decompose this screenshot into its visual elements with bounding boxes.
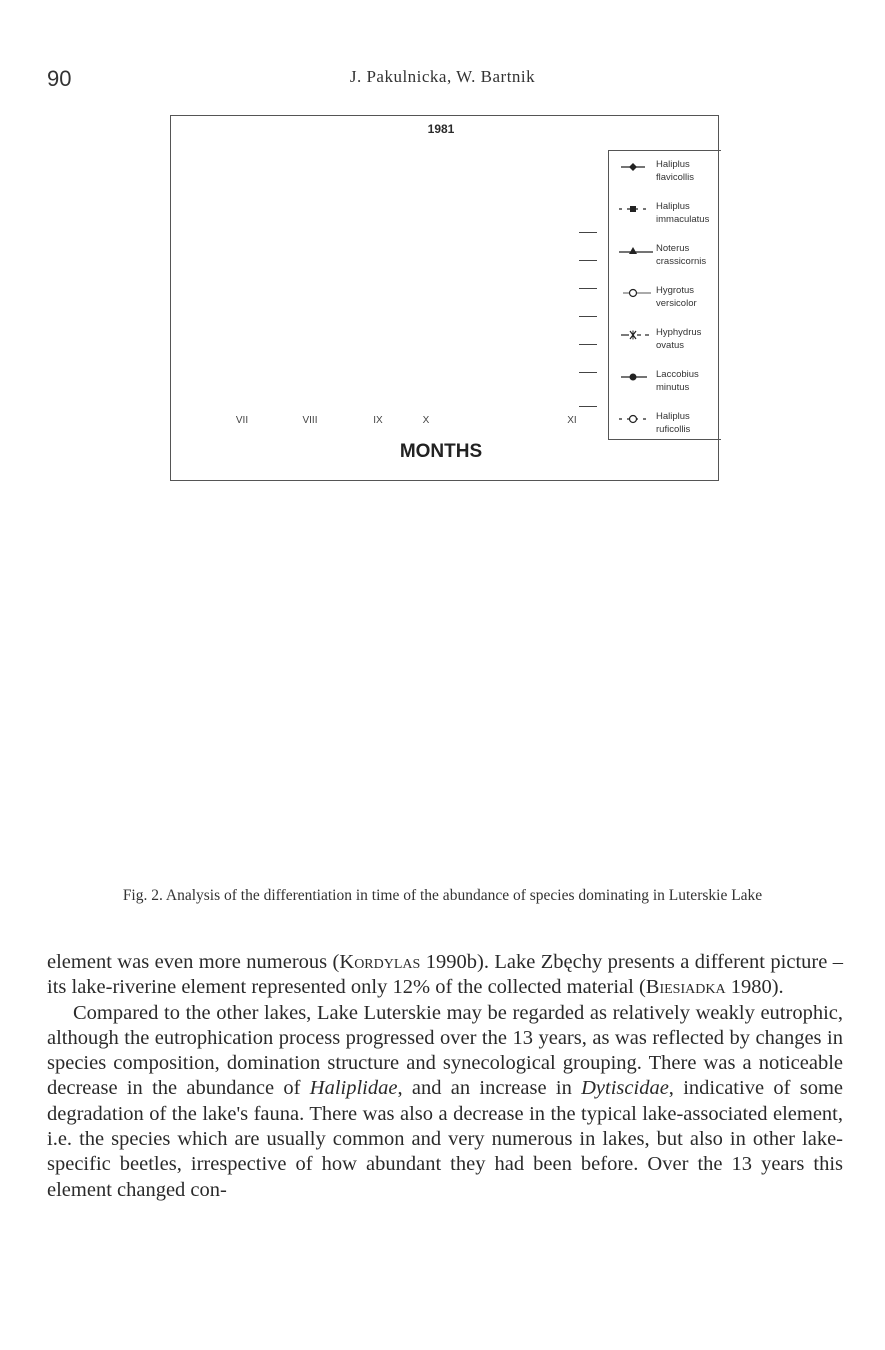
y-axis-tick xyxy=(579,260,597,261)
y-axis-tick xyxy=(579,232,597,233)
paragraph: element was even more numerous (Kordylas 1990b). Lake Zbęchy presents a different picture – its lake-riverine element represented only 12% of the collected material (Biesiadka 1980). xyxy=(47,951,843,999)
legend-item xyxy=(615,369,725,403)
legend-label: ovatus xyxy=(656,339,684,351)
legend-label: Noterus xyxy=(656,243,690,254)
legend-item xyxy=(615,243,725,277)
chart-panel xyxy=(170,115,719,481)
legend-item xyxy=(615,201,725,235)
legend-label: Hyphydrus xyxy=(656,327,702,338)
x-tick-label: VIII xyxy=(302,415,318,426)
legend-swatch-star xyxy=(615,329,653,341)
legend-item xyxy=(615,159,725,193)
legend-label: Haliplus xyxy=(656,411,690,422)
legend-swatch-circle-filled xyxy=(615,371,653,383)
figure-caption: Fig. 2. Analysis of the differentiation in time of the abundance of species dominating in Luterskie Lake xyxy=(122,887,763,904)
legend xyxy=(608,150,721,440)
legend-item xyxy=(615,411,725,445)
x-tick-label: VII xyxy=(235,415,249,426)
figure-lower-panel xyxy=(170,490,719,858)
legend-label: flavicollis xyxy=(656,171,695,183)
chart-title: 1981 xyxy=(427,122,455,136)
x-axis-title: MONTHS xyxy=(399,441,483,462)
paragraph: Compared to the other lakes, Lake Luterskie may be regarded as relatively weakly eutrophic, although the eutrophication process progressed over the 13 years, as was reflected by changes in species composition, domination structure and synecological grouping. There was a noticeable decrease in the abundance of Haliplidae, and an increase in Dytiscidae, indicative of some degradation of the lake's fauna. There was also a decrease in the typical lake-associated element, i.e. the species which are usually common and very numerous in lakes, but also in other lake-specific beetles, irrespective of how abundant they had been before. Over the 13 years this element changed con- xyxy=(47,1001,843,1201)
legend-label: Haliplus xyxy=(656,159,690,170)
legend-label: minutus xyxy=(656,381,690,393)
body-text xyxy=(47,950,843,1203)
citation-author: Biesiadka xyxy=(645,976,726,999)
legend-swatch-triangle xyxy=(615,245,653,257)
running-head: J. Pakulnicka, W. Bartnik xyxy=(349,67,536,86)
plot-area xyxy=(184,161,580,428)
page-number: 90 xyxy=(47,66,72,91)
legend-swatch-circle-open-dashed xyxy=(615,413,653,425)
y-axis-tick xyxy=(579,372,597,373)
y-axis-tick xyxy=(579,406,597,407)
y-axis-tick xyxy=(579,288,597,289)
legend-swatch-square xyxy=(615,203,653,215)
legend-swatch-diamond xyxy=(615,161,653,173)
legend-swatch-circle-open xyxy=(615,287,653,299)
x-tick-label: XI xyxy=(567,415,577,426)
x-tick-label: X xyxy=(422,415,430,426)
legend-label: immaculatus xyxy=(656,213,710,225)
legend-label: crassicornis xyxy=(656,255,707,267)
y-axis-tick xyxy=(579,316,597,317)
taxon-name: Dytiscidae xyxy=(581,1077,669,1100)
legend-item xyxy=(615,285,725,319)
legend-label: Haliplus xyxy=(656,201,690,212)
legend-item xyxy=(615,327,725,361)
legend-label: Hygrotus xyxy=(656,285,695,296)
citation-author: Kordylas xyxy=(339,951,421,973)
legend-label: versicolor xyxy=(656,297,697,309)
legend-label: Laccobius xyxy=(656,369,699,380)
legend-label: ruficollis xyxy=(656,423,691,435)
x-tick-label: IX xyxy=(373,415,383,426)
y-axis-tick xyxy=(579,344,597,345)
taxon-name: Haliplidae xyxy=(309,1077,398,1100)
